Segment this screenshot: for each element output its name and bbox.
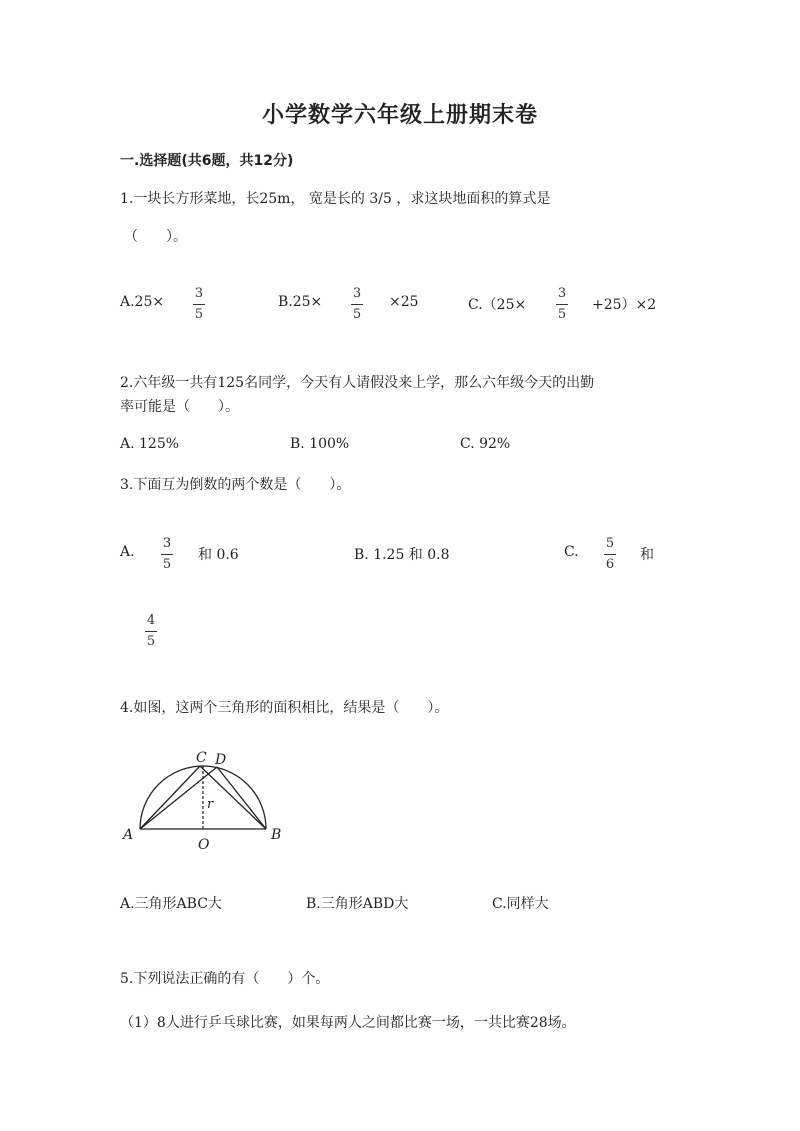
question-3-text: 3.下面互为倒数的两个数是（ ）。 [120,477,351,493]
fraction-bar [556,304,568,305]
section-heading: 一.选择题(共6题，共12分) [120,153,294,169]
fraction-numerator: 4 [146,613,156,628]
fraction-denominator: 6 [605,557,615,572]
label-r: r [207,797,214,812]
q3-option-c-label: C. [564,544,579,560]
q1-option-b-suffix: ×25 [389,294,419,310]
fraction-denominator: 5 [194,307,204,322]
q1-option-a-fraction [193,286,205,323]
fraction-bar [604,554,616,555]
fraction-numerator: 3 [557,286,567,301]
q3-option-a-fraction [161,536,173,573]
q3-option-b: B. 1.25 和 0.8 [354,547,450,563]
question-1-text: 1.一块长方形菜地，长25m， 宽是长的 3/5 ，求这块地面积的算式是 [120,191,551,207]
question-4-text: 4.如图，这两个三角形的面积相比，结果是（ ）。 [120,700,449,716]
q1-option-a-label: A.25× [120,294,165,310]
question-1-blank: （ ）。 [124,229,187,245]
question-2-text: 2.六年级一共有125名同学，今天有人请假没来上学，那么六年级今天的出勤 [120,375,595,391]
q2-option-a: A. 125% [120,436,180,452]
q4-option-b: B.三角形ABD大 [306,896,409,912]
fraction-denominator: 5 [352,307,362,322]
question-2-text-line2: 率可能是（ ）。 [120,399,239,415]
fraction-bar [193,304,205,305]
fraction-numerator: 3 [194,286,204,301]
fraction-bar [161,554,173,555]
fraction-numerator: 5 [605,536,615,551]
q3-option-a-label: A. [120,544,135,560]
label-b: B [271,827,282,843]
label-a: A [123,827,134,843]
q1-option-b-fraction [351,286,363,323]
question-5-item-1: （1）8人进行乒乓球比赛，如果每两人之间都比赛一场，一共比赛28场。 [120,1015,576,1031]
fraction-denominator: 5 [557,307,567,322]
label-c: C [196,750,207,766]
label-o: O [198,837,210,853]
q2-option-b: B. 100% [290,436,350,452]
fraction-bar [145,631,157,632]
q3-option-a-suffix: 和 0.6 [198,547,239,563]
label-d: D [215,752,227,768]
q2-option-c: C. 92% [460,436,511,452]
q3-option-c-fraction [604,536,616,573]
segment-ad [140,767,217,829]
fraction-denominator: 5 [146,634,156,649]
semicircle-triangle-figure [118,745,293,855]
fraction-denominator: 5 [162,557,172,572]
page-title: 小学数学六年级上册期末卷 [261,102,538,128]
question-5-text: 5.下列说法正确的有（ ）个。 [120,971,330,987]
q1-option-b-label: B.25× [278,294,323,310]
q4-option-c: C.同样大 [492,896,549,912]
fraction-numerator: 3 [162,536,172,551]
q3-option-c-suffix: 和 [640,547,654,563]
q1-option-c-suffix: +25）×2 [592,297,657,313]
q1-option-c-fraction [556,286,568,323]
q4-option-a: A.三角形ABC大 [120,896,222,912]
q3-option-c-fraction-2 [145,613,157,650]
fraction-bar [351,304,363,305]
q1-option-c-label: C.（25× [468,297,527,313]
fraction-numerator: 3 [352,286,362,301]
